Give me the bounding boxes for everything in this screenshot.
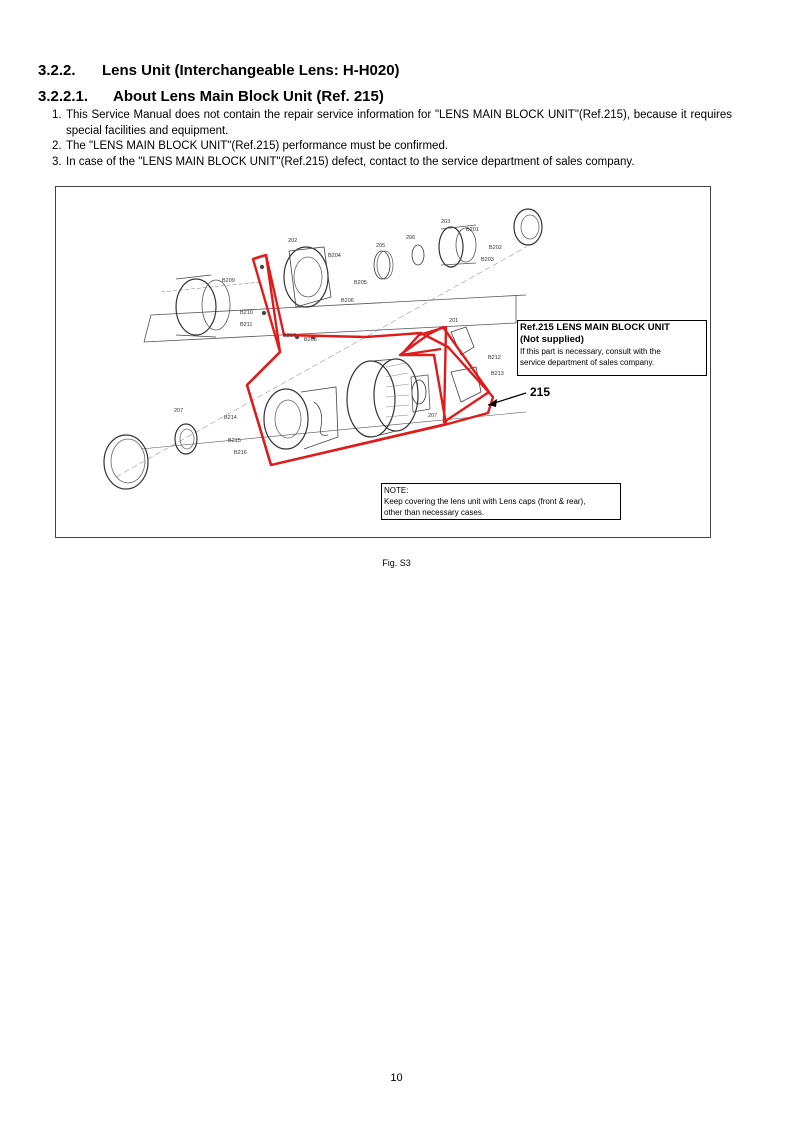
section-number: 3.2.2.	[38, 62, 76, 79]
part-label-b206: B206	[341, 298, 354, 304]
part-label-b211: B211	[240, 322, 253, 328]
page-number: 10	[390, 1072, 403, 1084]
part-label-b204: B204	[328, 253, 341, 259]
note-item: 2. The "LENS MAIN BLOCK UNIT"(Ref.215) performance must be confirmed.	[52, 140, 449, 153]
note-item: 3. In case of the "LENS MAIN BLOCK UNIT"(Ref.215) defect, contact to the service department of sales company.	[52, 155, 635, 168]
part-label-b203: B203	[481, 257, 494, 263]
callout-not-supplied: (Not supplied)	[520, 334, 584, 345]
ref215-callout-box	[517, 320, 707, 376]
part-label-b212: B212	[488, 355, 501, 361]
part-label-b207: B207	[283, 333, 296, 339]
part-label-b208: B208	[304, 337, 317, 343]
part-label-b216: B216	[234, 450, 247, 456]
part-label-205: 206	[406, 235, 416, 241]
part-label-b210: B210	[240, 310, 253, 316]
part-label-b205: B205	[354, 280, 367, 286]
part-label-b214: B214	[224, 415, 237, 421]
part-label-b202: B202	[489, 245, 502, 251]
note-line2: Keep covering the lens unit with Lens caps (front & rear),	[384, 497, 586, 506]
part-label-203: 203	[441, 219, 451, 225]
ref-215-label: 215	[530, 385, 551, 399]
part-label-b215: B215	[228, 438, 241, 444]
note-box	[381, 483, 621, 520]
subsection-title: About Lens Main Block Unit (Ref. 215)	[113, 88, 384, 105]
note-label: NOTE:	[384, 486, 409, 495]
note-item: 1. This Service Manual does not contain the repair service information for "LENS MAIN BLOCK UNIT"(Ref.215), because it requires special facilities and equipment.	[52, 109, 732, 137]
highlight-outline	[247, 255, 489, 465]
exploded-view-figure	[55, 186, 711, 538]
part-label-202: 202	[288, 238, 298, 244]
subsection-number: 3.2.2.1.	[38, 88, 89, 105]
callout-line4: service department of sales company.	[520, 358, 655, 367]
part-label-206: 207	[174, 408, 184, 414]
part-label-b201: B201	[466, 227, 479, 233]
note-line3: other than necessary cases.	[384, 508, 485, 517]
part-label-b213: B213	[491, 371, 504, 377]
part-label-201: 201	[449, 318, 459, 324]
section-title: Lens Unit (Interchangeable Lens: H-H020)	[102, 62, 400, 79]
part-label-204: 205	[376, 243, 386, 249]
callout-line3: If this part is necessary, consult with the	[520, 347, 661, 356]
part-label-207: 207	[428, 413, 438, 419]
figure-caption: Fig. S3	[382, 558, 411, 568]
part-label-b209: B209	[222, 278, 235, 284]
notes-list	[52, 108, 732, 170]
callout-title: Ref.215 LENS MAIN BLOCK UNIT	[520, 322, 670, 333]
